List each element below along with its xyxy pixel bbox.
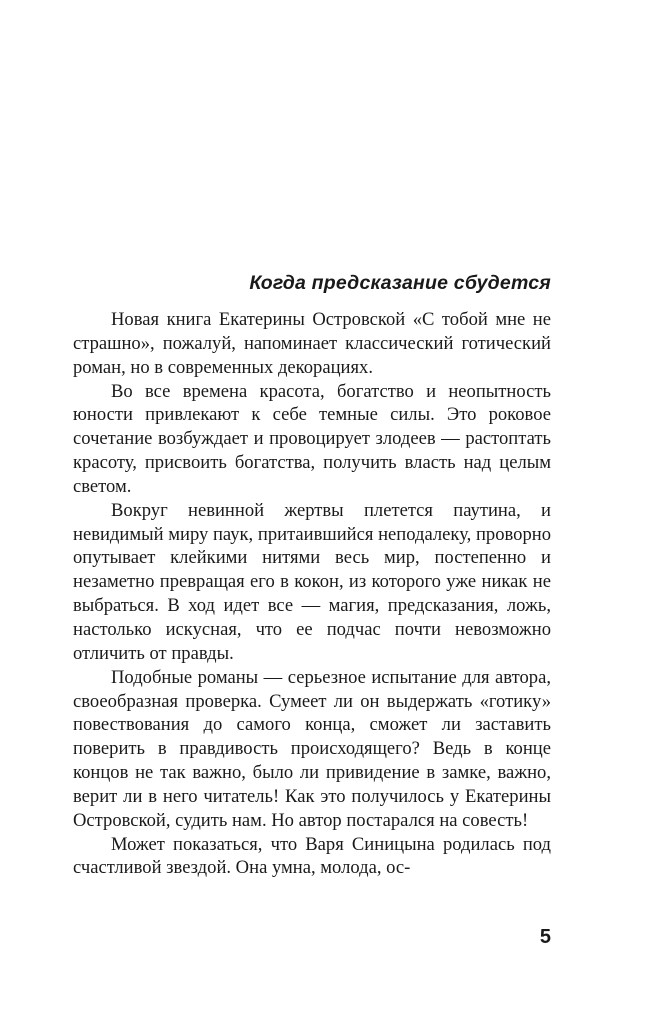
chapter-title: Когда предсказание сбудется <box>249 272 551 294</box>
paragraph-3: Вокруг невинной жертвы плетется паутина, и невидимый миру паук, притаившийся неподалеку, проворно опутывает клейкими нитями весь мир, постепенно и незаметно превращая его в кокон, из которого уже никак не выбраться. В ход идет все — магия, предсказания, ложь, настолько искусная, что ее подчас почти невозможно отличить от правды. <box>73 499 551 664</box>
paragraph-2: Во все времена красота, богатство и неопытность юности привлекают к себе темные силы. Это роковое сочетание возбуждает и провоцирует злодеев — растоптать красоту, присвоить богатства, получить власть над целым светом. <box>73 380 551 497</box>
paragraph-5: Может показаться, что Варя Синицына родилась под счастливой звездой. Она умна, молода, ос- <box>73 833 551 879</box>
page-number: 5 <box>539 926 551 948</box>
paragraph-1: Новая книга Екатерины Островской «С тобой мне не страшно», пожалуй, напоминает классический готический роман, но в современных декорациях. <box>73 309 551 378</box>
paragraph-4: Подобные романы — серьезное испытание для автора, своеобразная проверка. Сумеет ли он выдержать «готику» повествования до самого конца, сможет ли заставить поверить в правдивость происходящего? Ведь в конце концов не так важно, было ли привидение в замке, важно, верит ли в него читатель! Как это получилось у Екатерины Островской, судить нам. Но автор постарался на совесть! <box>73 666 551 831</box>
body-text <box>73 308 551 880</box>
